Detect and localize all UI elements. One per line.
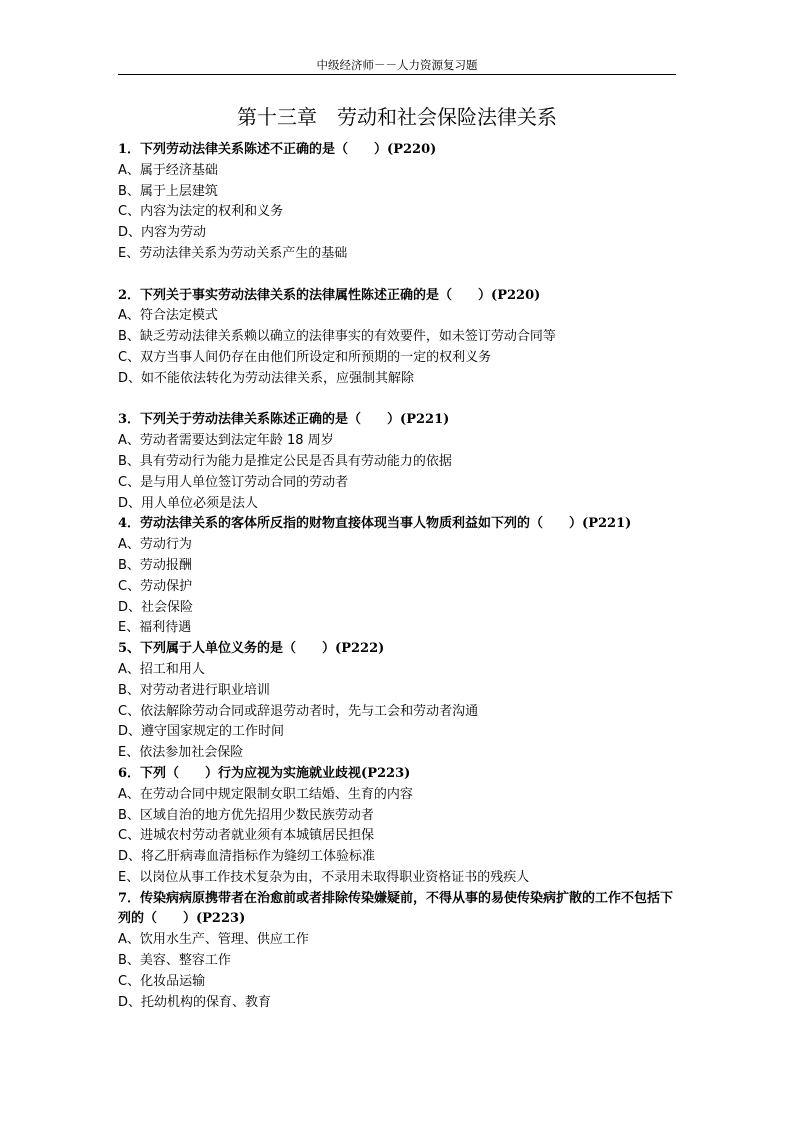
question-block-2 [118,286,678,411]
option-item: A、在劳动合同中规定限制女职工结婚、生育的内容 [118,786,413,802]
option-item: D、用人单位必须是法人 [118,495,259,511]
option-item: C、内容为法定的权利和义务 [118,204,284,220]
option-item: C、劳动保护 [118,578,193,594]
question-block-6 [118,764,678,889]
option-item: B、具有劳动行为能力是推定公民是否具有劳动能力的依据 [118,453,452,469]
blank-line [118,390,678,411]
question-list [118,140,678,1013]
option-item: D、内容为劳动 [118,225,207,241]
header-divider [118,74,676,75]
option-item: A、饮用水生产、管理、供应工作 [118,932,309,948]
question-text: 2．下列关于事实劳动法律关系的法律属性陈述正确的是（ ）(P220) [118,287,541,303]
question-block-4 [118,514,678,639]
option-item: B、对劳动者进行职业培训 [118,682,270,698]
option-item: E、劳动法律关系为劳动关系产生的基础 [118,245,348,261]
question-text: 4．劳动法律关系的客体所反指的财物直接体现当事人物质利益如下列的（ ）(P221) [118,516,632,532]
option-item: C、化妆品运输 [118,973,206,989]
option-item: D、社会保险 [118,599,194,615]
question-block-5 [118,639,678,764]
option-item: A、招工和用人 [118,661,205,677]
option-item: A、劳动者需要达到法定年龄 18 周岁 [118,433,334,449]
blank-line [118,265,678,286]
option-item: C、进城农村劳动者就业须有本城镇居民担保 [118,828,375,844]
question-text: 6．下列（ ）行为应视为实施就业歧视(P223) [118,765,411,781]
option-item: E、以岗位从事工作技术复杂为由，不录用未取得职业资格证书的残疾人 [118,869,530,885]
option-item: E、福利待遇 [118,620,192,636]
option-item: C、是与用人单位签订劳动合同的劳动者 [118,474,349,490]
question-block-3 [118,410,678,514]
option-item: B、缺乏劳动法律关系赖以确立的法律事实的有效要件，如未签订劳动合同等 [118,329,556,345]
option-item: D、如不能依法转化为劳动法律关系，应强制其解除 [118,370,415,386]
option-item: A、符合法定模式 [118,308,218,324]
option-item: D、遵守国家规定的工作时间 [118,724,285,740]
option-item: A、劳动行为 [118,537,192,553]
option-item: C、双方当事人间仍存在由他们所设定和所预期的一定的权利义务 [118,349,492,365]
question-text: 5、下列属于人单位义务的是（ ）(P222) [118,641,385,657]
option-item: B、美容、整容工作 [118,953,231,969]
option-item: B、劳动报酬 [118,557,192,573]
question-text: 3．下列关于劳动法律关系陈述正确的是（ ）(P221) [118,412,450,428]
option-item: D、托幼机构的保育、教育 [118,994,272,1010]
question-block-1 [118,140,678,286]
question-text: 7．传染病病原携带者在治愈前或者排除传染嫌疑前，不得从事的易使传染病扩散的工作不包括下列的（ ）(P223) [118,890,674,927]
question-text: 1．下列劳动法律关系陈述不正确的是（ ）(P220) [118,142,437,157]
option-item: B、属于上层建筑 [118,183,218,199]
option-item: D、将乙肝病毒血清指标作为缝纫工体验标准 [118,849,376,865]
page-header: 中级经济师－－人力资源复习题 [316,58,478,72]
option-item: E、依法参加社会保险 [118,745,244,761]
chapter-title: 第十三章 劳动和社会保险法律关系 [237,105,557,129]
option-item: A、属于经济基础 [118,162,218,178]
question-block-7 [118,889,678,1014]
option-item: C、依法解除劳动合同或辞退劳动者时，先与工会和劳动者沟通 [118,703,479,719]
option-item: B、区域自治的地方优先招用少数民族劳动者 [118,807,374,823]
